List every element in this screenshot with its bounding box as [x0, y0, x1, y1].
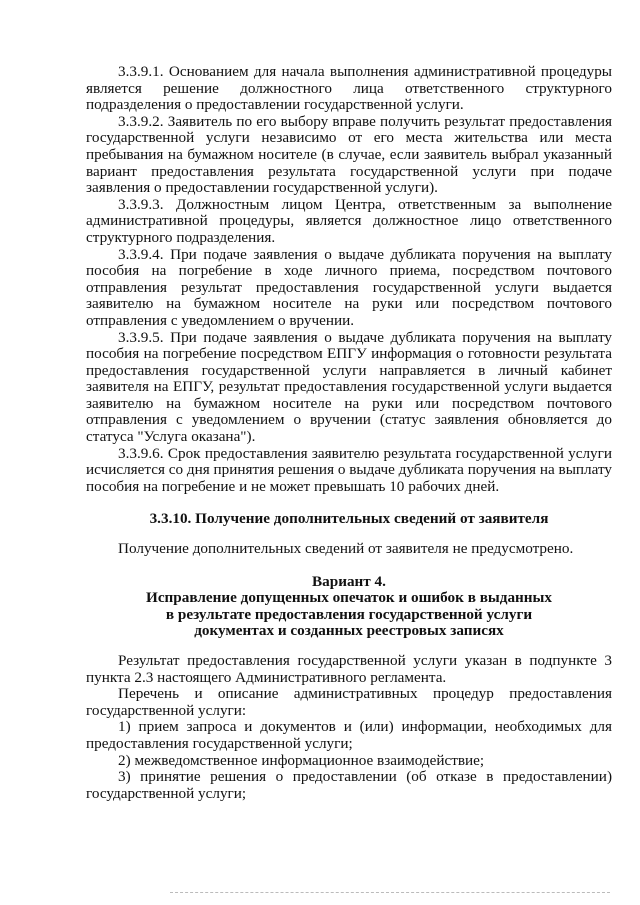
variant-4-subtitle-line-1: Исправление допущенных опечаток и ошибок в выданных [146, 589, 552, 607]
paragraph-3-3-9-5: 3.3.9.5. При подаче заявления о выдаче дубликата поручения на выплату пособия на погребение посредством ЕПГУ информация о готовности результата предоставления государственной услуги направляется в личный кабинет заявителя на ЕПГУ, результат предоставления государственной услуги выдается заявителю на бумажном носителе на руки или посредством почтового отправления с уведомлением о вручении (статус заявления обновляется до статуса "Услуга оказана"). [86, 328, 612, 446]
procedure-list-item-1: 1) прием запроса и документов и (или) информации, необходимых для предоставления государственной услуги; [86, 718, 612, 752]
section-heading-3-3-10: 3.3.10. Получение дополнительных сведений от заявителя [149, 510, 549, 528]
variant-4-paragraph-2: Перечень и описание административных процедур предоставления государственной услуги: [86, 685, 612, 719]
variant-4-title: Вариант 4. [312, 572, 386, 590]
section-3-3-10-text: Получение дополнительных сведений от заявителя не предусмотрено. [118, 540, 574, 558]
variant-4-subtitle-line-2: в результате предоставления государственной услуги [165, 605, 533, 623]
bottom-scan-rule [170, 892, 610, 893]
procedure-list-item-2: 2) межведомственное информационное взаимодействие; [118, 751, 485, 769]
paragraph-3-3-9-4: 3.3.9.4. При подаче заявления о выдаче дубликата поручения на выплату пособия на погребение в ходе личного приема, посредством почтового отправления результат предоставления государственной услуги выдается заявителю на бумажном носителе на руки или посредством почтового отправления с уведомлением о вручении. [86, 245, 612, 329]
paragraph-3-3-9-6: 3.3.9.6. Срок предоставления заявителю результата государственной услуги исчисляется со дня принятия решения о выдаче дубликата поручения на выплату пособия на погребение и не может превышать 10 рабочих дней. [86, 444, 612, 495]
paragraph-3-3-9-1: 3.3.9.1. Основанием для начала выполнения административной процедуры является решение должностного лица ответственного структурного подразделения о предоставлении государственной услуги. [86, 63, 612, 114]
variant-4-paragraph-1: Результат предоставления государственной услуги указан в подпункте 3 пункта 2.3 настоящего Административного регламента. [86, 652, 612, 686]
variant-4-subtitle-line-3: документах и созданных реестровых записях [194, 622, 504, 640]
procedure-list-item-3: 3) принятие решения о предоставлении (об отказе в предоставлении) государственной услуги; [86, 768, 612, 802]
paragraph-3-3-9-3: 3.3.9.3. Должностным лицом Центра, ответственным за выполнение административной процедуры, является должностное лицо ответственного структурного подразделения. [86, 195, 612, 246]
variant-4-heading [86, 574, 612, 640]
paragraph-3-3-9-2: 3.3.9.2. Заявитель по его выбору вправе получить результат предоставления государственной услуги независимо от его места жительства или места пребывания на бумажном носителе (в случае, если заявитель выбрал указанный вариант предоставления результата государственной услуги при подаче заявления о предоставлении государственной услуги). [86, 112, 612, 197]
